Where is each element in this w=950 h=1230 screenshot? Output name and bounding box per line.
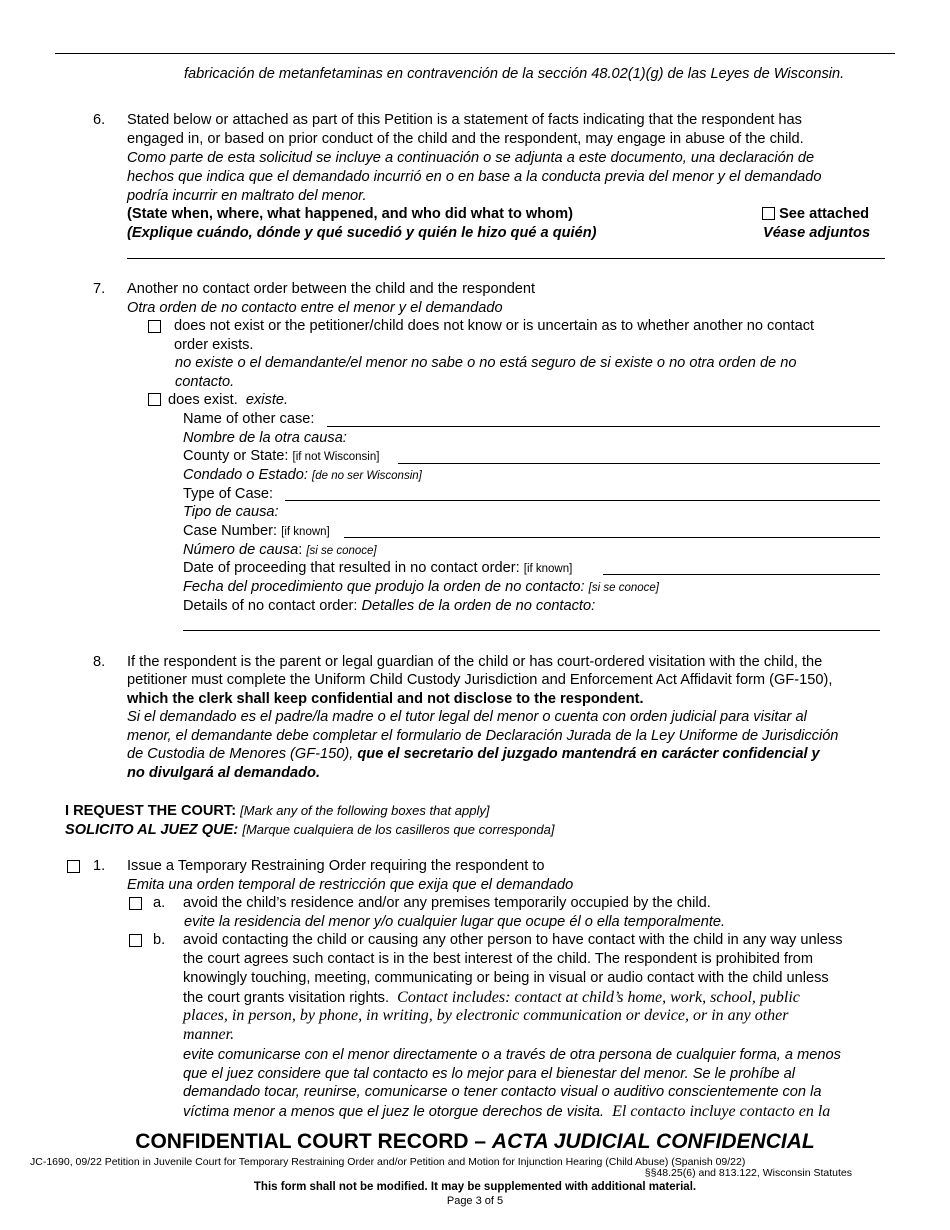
req1-number: 1. bbox=[93, 858, 106, 874]
req1b-en-line2: the court agrees such contact is in the best interest of the child. The respondent is prohibited from bbox=[183, 951, 814, 967]
item8-es-line3 bbox=[127, 745, 820, 764]
county-label-text: County or State: bbox=[183, 448, 289, 464]
case-number-field[interactable] bbox=[344, 537, 880, 538]
req1b-en-line5: places, in person, by phone, in writing, by electronic communication or device, or in any other bbox=[183, 1007, 789, 1024]
county-note-es: [de no ser Wisconsin] bbox=[312, 470, 422, 482]
confidential-banner bbox=[0, 1129, 950, 1155]
item6-en-line1: Stated below or attached as part of this Petition is a statement of facts indicating that the respondent has bbox=[127, 112, 802, 128]
county-label bbox=[183, 447, 379, 467]
req1a-label: a. bbox=[153, 895, 166, 911]
item8-es-line3-text: de Custodia de Menores (GF-150), bbox=[127, 746, 354, 762]
req1b-en-line4 bbox=[183, 988, 800, 1008]
req1b-es-line4 bbox=[183, 1102, 830, 1122]
county-label-es bbox=[183, 466, 422, 486]
item6-statement-line[interactable] bbox=[127, 258, 885, 259]
req1b-en-line6: manner. bbox=[183, 1026, 235, 1043]
req1a-en: avoid the child’s residence and/or any premises temporarily occupied by the child. bbox=[183, 895, 711, 911]
req1b-en-line4-text: the court grants visitation rights. bbox=[183, 990, 390, 1006]
type-case-label-es: Tipo de causa: bbox=[183, 504, 279, 520]
page-number: Page 3 of 5 bbox=[446, 1195, 504, 1207]
confidential-es: ACTA JUDICIAL CONFIDENCIAL bbox=[491, 1130, 815, 1153]
item6-en-line2: engaged in, or based on prior conduct of the child and the respondent, may engage in abuse of the child. bbox=[127, 131, 804, 147]
request-note-es: [Marque cualquiera de los casilleros que corresponda] bbox=[242, 822, 555, 837]
county-label-es-text: Condado o Estado: bbox=[183, 467, 308, 483]
item6-number: 6. bbox=[93, 112, 106, 128]
item6-see-attached bbox=[762, 205, 869, 224]
req1-es: Emita una orden temporal de restricción que exija que el demandado bbox=[127, 877, 574, 893]
item6-instruction-es: (Explique cuándo, dónde y qué sucedió y quién le hizo qué a quién) bbox=[127, 225, 597, 241]
opt2-en: does exist. bbox=[168, 392, 238, 408]
request-heading-en bbox=[65, 801, 489, 821]
footer-notice: This form shall not be modified. It may be supplemented with additional material. bbox=[253, 1181, 697, 1193]
item7-number: 7. bbox=[93, 281, 106, 297]
req1-en: Issue a Temporary Restraining Order requiring the respondent to bbox=[127, 858, 545, 874]
req1b-es-line3: demandado tocar, reunirse, comunicarse o tener contacto visual o auditivo conscientemente con la bbox=[183, 1084, 822, 1100]
form-line: JC-1690, 09/22 Petition in Juvenile Court for Temporary Restraining Order and/or Petition and Motion for Injunction Hearing (Child Abuse) (Spanish 09/22) bbox=[30, 1156, 746, 1168]
item8-en-line3: which the clerk shall keep confidential and not disclose to the respondent. bbox=[127, 691, 644, 707]
see-attached-es: Véase adjuntos bbox=[763, 225, 871, 241]
req1b-checkbox[interactable] bbox=[129, 934, 142, 947]
request-heading-es bbox=[65, 820, 555, 840]
name-case-label-es: Nombre de la otra causa: bbox=[183, 430, 347, 446]
item8-es-line1: Si el demandado es el padre/la madre o el tutor legal del menor o cuenta con orden judicial para visitar al bbox=[127, 709, 807, 725]
confidential-en: CONFIDENTIAL COURT RECORD – bbox=[135, 1130, 487, 1153]
case-number-label bbox=[183, 522, 330, 542]
item6-instruction-en: (State when, where, what happened, and who did what to whom) bbox=[127, 206, 573, 222]
opt1-en-line1: does not exist or the petitioner/child does not know or is uncertain as to whether another no contact bbox=[174, 318, 815, 334]
opt2-label bbox=[168, 391, 288, 410]
type-case-field[interactable] bbox=[285, 500, 880, 501]
req1b-label: b. bbox=[153, 932, 166, 948]
item8-es-line4: no divulgará al demandado. bbox=[127, 765, 320, 781]
see-attached-label: See attached bbox=[779, 206, 870, 222]
date-note: [if known] bbox=[523, 563, 573, 575]
req1a-es: evite la residencia del menor y/o cualquier lugar que ocupe él o ella temporalmente. bbox=[184, 914, 726, 930]
other-order-exists-checkbox[interactable] bbox=[148, 393, 161, 406]
opt2-es: existe. bbox=[245, 392, 289, 408]
req1-checkbox[interactable] bbox=[67, 860, 80, 873]
item8-es-line2: menor, el demandante debe completar el formulario de Declaración Jurada de la Ley Uniforme de Jurisdicción bbox=[127, 728, 839, 744]
top-continuation: fabricación de metanfetaminas en contravención de la sección 48.02(1)(g) de las Leyes de Wisconsin. bbox=[184, 66, 845, 82]
statutes: §§48.25(6) and 813.122, Wisconsin Statutes bbox=[644, 1167, 852, 1179]
details-text: Details of no contact order: bbox=[183, 598, 358, 614]
date-text: Date of proceeding that resulted in no contact order: bbox=[183, 560, 520, 576]
item8-en-line1: If the respondent is the parent or legal guardian of the child or has court-ordered visitation with the child, the bbox=[127, 654, 823, 670]
item6-es-line2: hechos que indica que el demandado incurrió en o en base a la conducta previa del menor y el demandado bbox=[127, 169, 822, 185]
opt1-es-line2: contacto. bbox=[175, 374, 235, 390]
name-case-field[interactable] bbox=[327, 426, 880, 427]
item8-en-line2: petitioner must complete the Uniform Child Custody Jurisdiction and Enforcement Act Affidavit form (GF-150), bbox=[127, 672, 833, 688]
req1b-es-line4-serif: El contacto incluye contacto en la bbox=[612, 1103, 831, 1120]
county-note: [if not Wisconsin] bbox=[292, 451, 380, 463]
name-case-label: Name of other case: bbox=[183, 411, 315, 427]
req1b-en-line1: avoid contacting the child or causing any other person to have contact with the child in any way unless bbox=[183, 932, 843, 948]
no-other-order-checkbox[interactable] bbox=[148, 320, 161, 333]
req1b-en-line4-serif: Contact includes: contact at child’s home, work, school, public bbox=[397, 989, 800, 1006]
type-case-label: Type of Case: bbox=[183, 486, 274, 502]
date-es-note: [si se conoce] bbox=[588, 582, 659, 594]
case-number-label-es: Número de causa: [si se conoce] bbox=[183, 542, 377, 558]
opt1-en-line2: order exists. bbox=[174, 337, 254, 353]
request-heading-es-text: SOLICITO AL JUEZ QUE: bbox=[65, 822, 239, 838]
case-number-es-note: [si se conoce] bbox=[306, 545, 377, 557]
details-label bbox=[183, 597, 595, 616]
req1b-en-line3: knowingly touching, meeting, communicating or being in visual or audio contact with the child unless bbox=[183, 970, 829, 986]
see-attached-checkbox[interactable] bbox=[762, 207, 775, 220]
request-heading-text: I REQUEST THE COURT: bbox=[65, 803, 237, 819]
date-label-es bbox=[183, 578, 659, 598]
item7-title-es: Otra orden de no contacto entre el menor y el demandado bbox=[127, 300, 503, 316]
item7-title-en: Another no contact order between the child and the respondent bbox=[127, 281, 536, 297]
req1a-checkbox[interactable] bbox=[129, 897, 142, 910]
date-field[interactable] bbox=[603, 574, 880, 575]
county-field[interactable] bbox=[398, 463, 880, 464]
case-number-note: [if known] bbox=[281, 526, 330, 538]
req1b-es-line2: que el juez considere que tal contacto es lo mejor para el bienestar del menor. Se le prohíbe al bbox=[183, 1066, 795, 1082]
item6-es-line3: podría incurrir en maltrato del menor. bbox=[127, 188, 367, 204]
item8-number: 8. bbox=[93, 654, 106, 670]
item6-es-line1: Como parte de esta solicitud se incluye a continuación o se adjunta a este documento, una declaración de bbox=[127, 150, 815, 166]
req1b-es-line1: evite comunicarse con el menor directamente o a través de otra persona de cualquier forma, a menos bbox=[183, 1047, 841, 1063]
details-field[interactable] bbox=[183, 630, 880, 631]
opt1-es-line1: no existe o el demandante/el menor no sabe o no está seguro de si existe o no otra orden de no bbox=[175, 355, 797, 371]
date-es-text: Fecha del procedimiento que produjo la orden de no contacto: bbox=[183, 579, 585, 595]
details-es-text: Detalles de la orden de no contacto: bbox=[361, 598, 596, 614]
top-rule bbox=[55, 53, 895, 54]
date-label bbox=[183, 559, 572, 579]
case-number-es-text: Número de causa bbox=[183, 542, 299, 558]
request-note: [Mark any of the following boxes that apply] bbox=[240, 803, 490, 818]
item8-es-line3-bold: que el secretario del juzgado mantendrá en carácter confidencial y bbox=[357, 746, 820, 762]
case-number-text: Case Number: bbox=[183, 523, 278, 539]
req1b-es-line4-text: víctima menor a menos que el juez le otorgue derechos de visita. bbox=[183, 1104, 605, 1120]
